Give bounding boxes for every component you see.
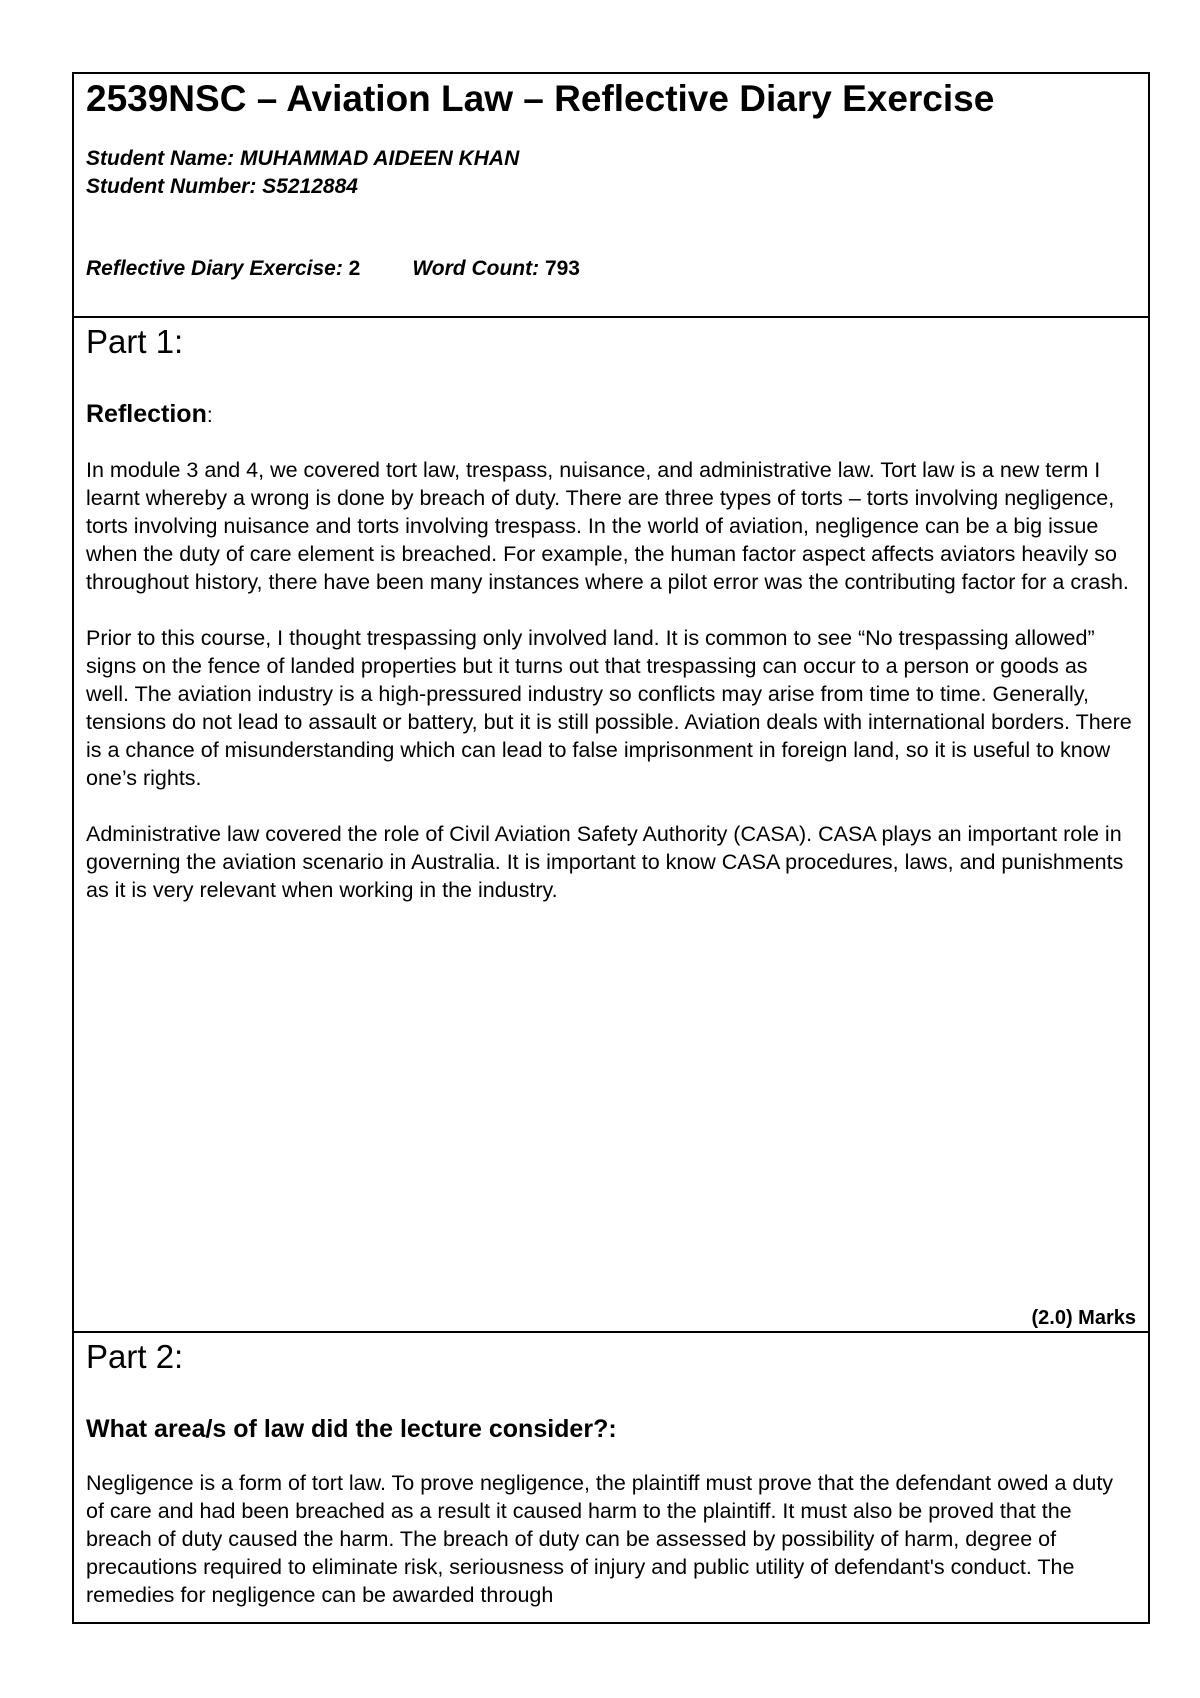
reflection-paragraph-3: Administrative law covered the role of Civil Aviation Safety Authority (CASA). CASA plays an important role in governing the aviation scenario in Australia. It is important to know CASA procedures, laws, and punishments as it is very relevant when working in the industry. <box>86 822 1124 902</box>
student-number-label: Student Number: <box>86 175 257 198</box>
part1-marks: (2.0) Marks <box>1031 1307 1136 1329</box>
part2-title: Part 2: <box>86 1338 184 1375</box>
reflection-paragraph-1: In module 3 and 4, we covered tort law, trespass, nuisance, and administrative law. Tort law is a new term I learnt whereby a wrong is done by breach of duty. There are three types of torts – torts involving negligence, torts involving nuisance and torts involving trespass. In the world of aviation, negligence can be a big issue when the duty of care element is breached. For example, the human factor aspect affects aviators heavily so throughout history, there have been many instances where a pilot error was the contributing factor for a crash. <box>86 458 1129 594</box>
document-title: 2539NSC – Aviation Law – Reflective Diary Exercise <box>86 78 995 119</box>
word-count-label: Word Count: <box>412 257 540 280</box>
student-number-value: S5212884 <box>262 175 358 198</box>
part1-section <box>74 318 1148 1333</box>
law-areas-paragraph-1: Negligence is a form of tort law. To prove negligence, the plaintiff must prove that the defendant owed a duty of care and had been breached as a result it caused harm to the plaintiff. It must also be proved that the breach of duty caused the harm. The breach of duty can be assessed by possibility of harm, degree of precautions required to eliminate risk, seriousness of injury and public utility of defendant's conduct. The remedies for negligence can be awarded through <box>86 1471 1114 1607</box>
student-info <box>86 145 1136 201</box>
law-areas-heading: What area/s of law did the lecture consider?: <box>86 1415 617 1443</box>
student-number-line <box>86 173 1136 201</box>
diary-frame <box>72 72 1150 1624</box>
student-name-line <box>86 145 1136 173</box>
student-name-value: MUHAMMAD AIDEEN KHAN <box>240 147 520 170</box>
part1-title: Part 1: <box>86 323 184 360</box>
student-name-label: Student Name: <box>86 147 235 170</box>
reflection-heading <box>86 398 1136 432</box>
exercise-number: 2 <box>348 257 361 280</box>
part2-section <box>74 1333 1148 1622</box>
exercise-label: Reflective Diary Exercise: <box>86 257 343 280</box>
reflection-paragraph-2: Prior to this course, I thought trespassing only involved land. It is common to see “No trespassing allowed” signs on the fence of landed properties but it turns out that trespassing can occur to a person or goods as well. The aviation industry is a high-pressured industry so conflicts may arise from time to time. Generally, tensions do not lead to assault or battery, but it is still possible. Aviation deals with international borders. There is a chance of misunderstanding which can lead to false imprisonment in foreign land, so it is useful to know one’s rights. <box>86 626 1132 790</box>
word-count-value: 793 <box>544 257 580 280</box>
exercise-info-line <box>86 255 1136 283</box>
header-section <box>74 74 1148 318</box>
reflection-heading-colon: : <box>206 404 213 427</box>
reflection-heading-text: Reflection <box>86 400 207 428</box>
